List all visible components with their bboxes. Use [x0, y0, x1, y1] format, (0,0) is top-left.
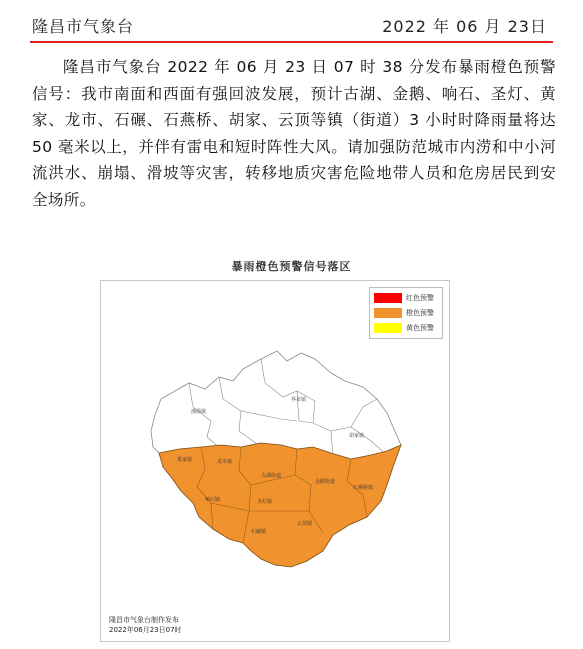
map-legend: [369, 287, 443, 339]
map-label-yunding: 云顶镇: [297, 521, 313, 527]
legend-swatch-yellow: [374, 323, 402, 333]
page-header: [0, 0, 583, 44]
legend-label-red: 红色预警: [406, 294, 434, 302]
map-label-huangjia: 黄家镇: [177, 457, 193, 463]
legend-label-orange: 橙色预警: [406, 309, 434, 317]
legend-swatch-orange: [374, 308, 402, 318]
map-label-guhu: 古湖街道: [261, 473, 282, 479]
publisher-line-2: 2022年06月23日07时: [109, 626, 182, 634]
legend-row-orange: [374, 307, 440, 319]
legend-swatch-red: [374, 293, 402, 303]
legend-row-red: [374, 292, 440, 304]
figure-title: 暴雨橙色预警信号落区: [231, 260, 352, 273]
publisher-line-1: 隆昌市气象台制作发布: [109, 616, 179, 624]
map-label-yujian: 渔箭镇: [191, 409, 207, 415]
warning-map-figure: [100, 280, 450, 642]
header-red-rule: [30, 41, 553, 43]
map-label-xiangshi: 响石镇: [205, 497, 221, 503]
map-label-shiyanqiao: 石燕桥镇: [353, 485, 374, 491]
map-label-jine: 金鹅街道: [315, 479, 336, 485]
bulletin-paragraph: 隆昌市气象台 2022 年 06 月 23 日 07 时 38 分发布暴雨橙色预警信号：我市南面和西面有强回波发展，预计古湖、金鹅、响石、圣灯、黄家、龙市、石碾、石燕桥、胡家、云顶等镇（街道）3 小时时降雨量将达 50 毫米以上，并伴有雷电和短时阵性大风。请加强防范城市内涝和中小河流洪水、崩塌、滑坡等灾害，转移地质灾害危险地带人员和危房居民到安全场所。: [32, 58, 556, 209]
map-label-jieshi: 界市镇: [291, 397, 307, 403]
header-org-name: 隆昌市气象台: [32, 17, 135, 36]
map-label-longshi: 龙市镇: [217, 459, 233, 465]
legend-label-yellow: 黄色预警: [406, 324, 434, 332]
map-label-shinian: 石碾镇: [251, 529, 267, 535]
map-label-shengdeng: 圣灯镇: [257, 499, 273, 505]
map-label-hujia: 胡家镇: [349, 433, 365, 439]
publisher-note: [109, 615, 182, 635]
legend-row-yellow: [374, 322, 440, 334]
header-date: 2022 年 06 月 23日: [382, 17, 547, 36]
